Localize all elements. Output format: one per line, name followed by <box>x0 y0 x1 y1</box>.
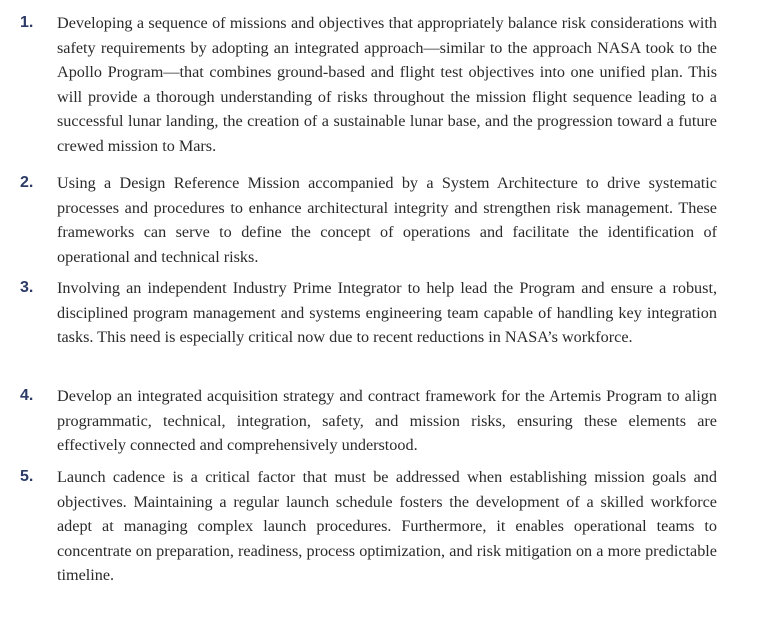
list-item-text: Using a Design Reference Mission accompanied by a System Architecture to drive systematic processes and procedures to enhance architectural integrity and strengthen risk management. These frameworks can serve to define the concept of operations and facilitate the identification of operational and technical risks. <box>57 174 717 266</box>
list-item-number: 4. <box>20 387 34 404</box>
list-item-number: 5. <box>20 468 34 485</box>
list-item-text: Developing a sequence of missions and objectives that appropriately balance risk considerations with safety requirements by adopting an integrated approach—similar to the approach NASA took to the Apollo Program—that combines ground-based and flight test objectives into one unified plan. This will provide a thorough understanding of risks throughout the mission flight sequence leading to a successful lunar landing, the creation of a sustainable lunar base, and the progression toward a future crewed mission to Mars. <box>57 14 717 155</box>
list-item-text: Develop an integrated acquisition strategy and contract framework for the Artemis Program to align programmatic, technical, integration, safety, and mission risks, ensuring these elements are effectively connected and comprehensively understood. <box>57 387 717 454</box>
list-item-number: 2. <box>20 174 34 191</box>
list-item-text: Launch cadence is a critical factor that must be addressed when establishing mission goals and objectives. Maintaining a regular launch schedule fosters the development of a skilled workforce adept at managing complex launch procedures. Furthermore, it enables operational teams to concentrate on preparation, readiness, process optimization, and risk mitigation on a more predictable timeline. <box>57 468 717 584</box>
list-item-number: 3. <box>20 279 34 296</box>
list-item-number: 1. <box>20 14 34 31</box>
list-item-text: Involving an independent Industry Prime Integrator to help lead the Program and ensure a robust, disciplined program management and systems engineering team capable of handling key integration tasks. This need is especially critical now due to recent reductions in NASA’s workforce. <box>57 279 717 346</box>
